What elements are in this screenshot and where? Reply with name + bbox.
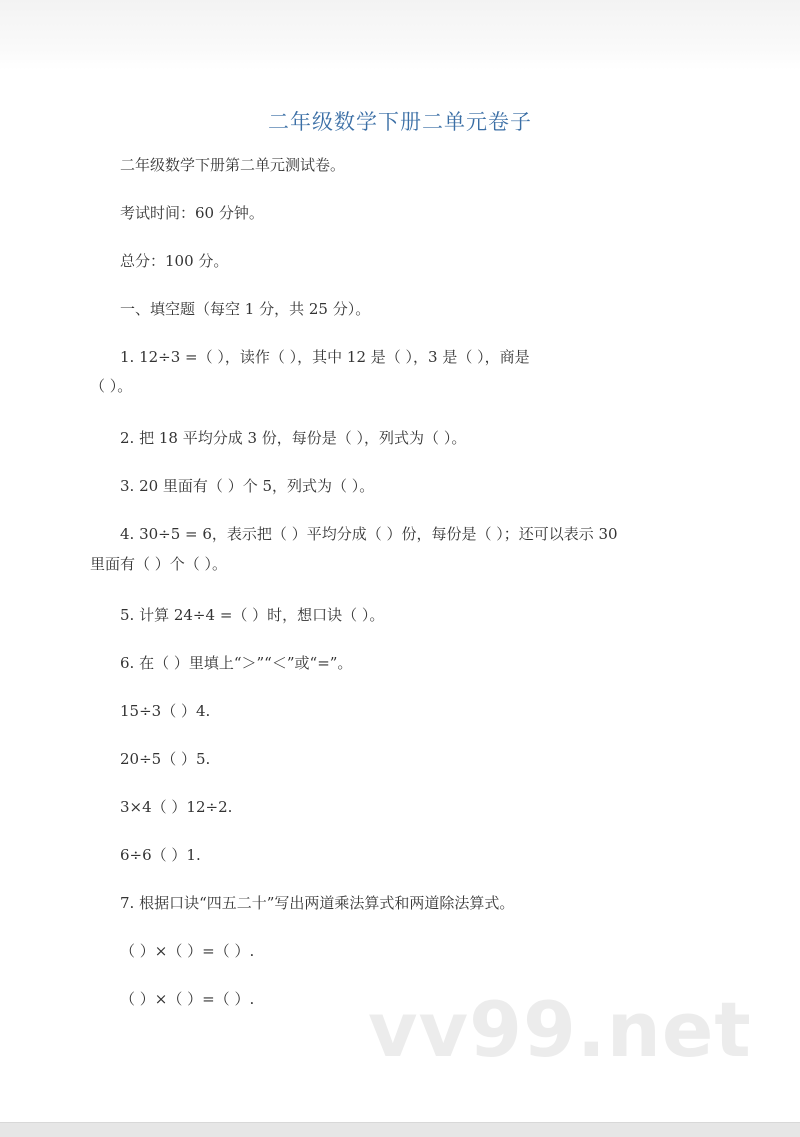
section-heading: 一、填空题（每空 1 分，共 25 分）。 xyxy=(120,300,371,318)
intro-line: 二年级数学下册第二单元测试卷。 xyxy=(120,156,346,174)
question-2: 2. 把 18 平均分成 3 份，每份是（ ），列式为（ ）。 xyxy=(120,429,467,447)
viewer-bottom-bar xyxy=(0,1122,800,1137)
compare-item-2: 20÷5（ ）5. xyxy=(120,750,211,768)
question-6: 6. 在（ ）里填上“＞”“＜”或“=”。 xyxy=(120,654,353,672)
equation-blank-2: （ ）×（ ）=（ ）. xyxy=(120,990,255,1008)
document-title: 二年级数学下册二单元卷子 xyxy=(268,110,532,134)
question-4-cont: 里面有（ ）个（ ）。 xyxy=(90,555,228,573)
question-4: 4. 30÷5 = 6，表示把（ ）平均分成（ ）份，每份是（ ）；还可以表示 30 xyxy=(120,525,618,543)
exam-time-line: 考试时间：60 分钟。 xyxy=(120,204,264,222)
compare-item-4: 6÷6（ ）1. xyxy=(120,846,201,864)
watermark: vv99.net xyxy=(368,985,752,1074)
document-page xyxy=(0,70,800,1120)
question-7: 7. 根据口诀“四五二十”写出两道乘法算式和两道除法算式。 xyxy=(120,894,515,912)
equation-blank-1: （ ）×（ ）=（ ）. xyxy=(120,942,255,960)
viewer-top-shade xyxy=(0,0,800,70)
question-5: 5. 计算 24÷4 =（ ）时，想口诀（ ）。 xyxy=(120,606,385,624)
total-score-line: 总分：100 分。 xyxy=(120,252,229,270)
compare-item-1: 15÷3（ ）4. xyxy=(120,702,211,720)
compare-item-3: 3×4（ ）12÷2. xyxy=(120,798,233,816)
question-1-cont: （ ）。 xyxy=(90,377,133,395)
question-1: 1. 12÷3 =（ ），读作（ ），其中 12 是（ ），3 是（ ），商是 xyxy=(120,348,530,366)
question-3: 3. 20 里面有（ ）个 5，列式为（ ）。 xyxy=(120,477,375,495)
